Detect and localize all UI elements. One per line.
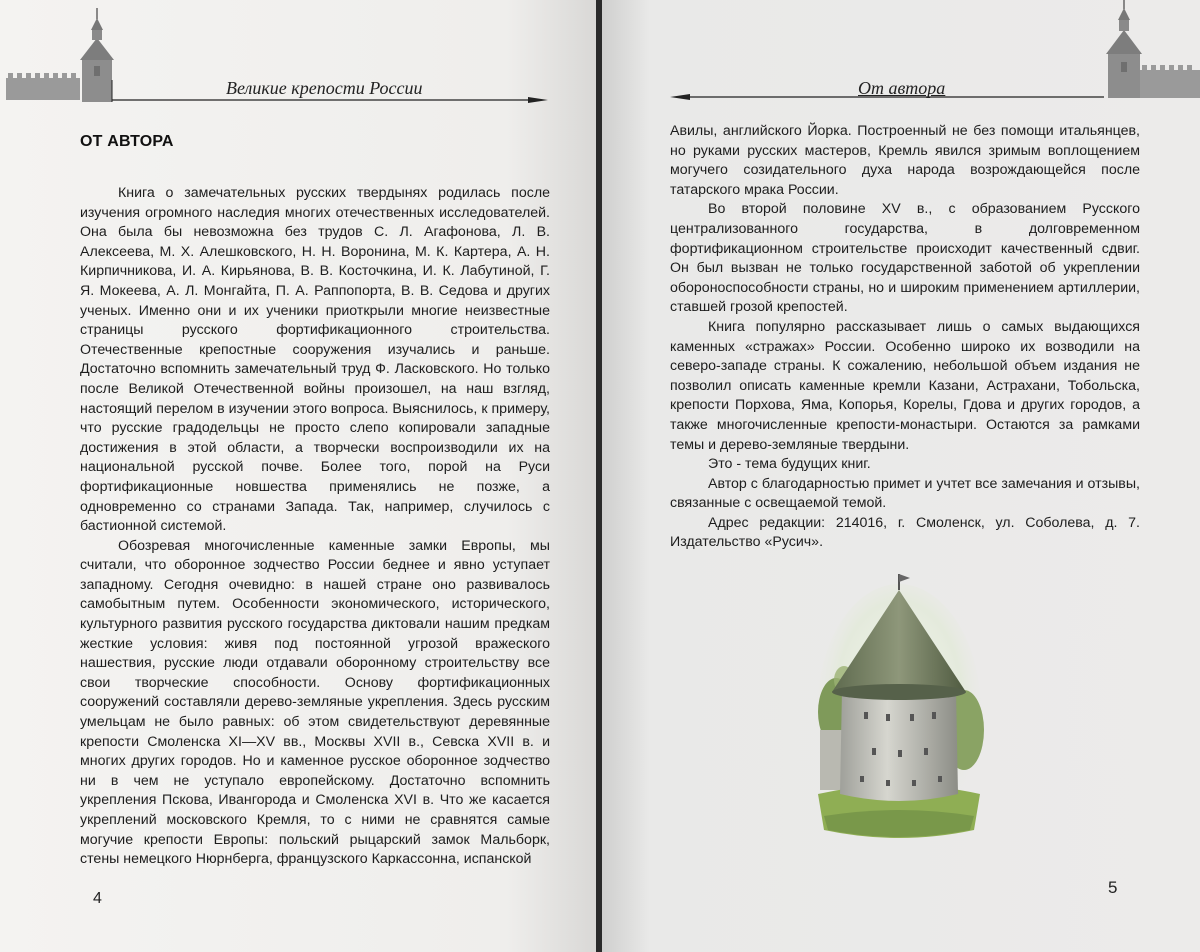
paragraph: Обозревая многочисленные каменные замки Европы, мы считали, что оборонное зодчество России беднее и явно уступает западному. Сегодня очевидно: в нашей стране оно развивалось самобытным путем. Особенности экономического, исторического, культурного развития русского государства диктовали нашим предкам жесткие условия: живя под постоянной угрозой вражеского нашествия, русские люди отдавали оборонному строительству все свои творческие способности. Основу фортификационных сооружений составляли дерево-земляные укрепления. Здесь русским умельцам не было равных: об этом свидетельствуют деревянные крепости Смоленска XI—XV вв., Москвы XVII в., Севска XVII в. и многих других городов. Но и каменное русское оборонное зодчество ни в чем не уступало европейскому. Достаточно вспомнить укрепления Пскова, Ивангорода и Смоленска XVI в. Что же касается укреплений московского Кремля, то с ними не сравнятся самые могучие крепости Европы: польский рыцарский замок Мальборк, стены немецкого Нюрнберга, французского Каркассонна, испанской bbox=[80, 537, 550, 868]
left-page bbox=[0, 0, 596, 952]
running-head: Великие крепости России bbox=[226, 78, 423, 98]
page-number: 4 bbox=[93, 890, 102, 907]
paragraph: Автор с благодарностью примет и учтет все замечания и отзывы, связанные с освещаемой темой. bbox=[670, 475, 1140, 512]
left-body-text bbox=[80, 184, 550, 870]
right-body-text bbox=[670, 122, 1140, 553]
paragraph: Адрес редакции: 214016, г. Смоленск, ул. Соболева, д. 7. Издательство «Русич». bbox=[670, 514, 1140, 551]
fortress-tower-illustration bbox=[814, 562, 984, 842]
running-head: От автора bbox=[858, 78, 946, 98]
paragraph: Во второй половине XV в., с образованием Русского централизованного государства, в долговременном фортификационном строительстве происходит качественный сдвиг. Он был вызван не только государственной заботой об укреплении обороноспособности страны, но и широким применением артиллерии, ставшей грозой крепостей. bbox=[670, 201, 1140, 316]
paragraph: Книга о замечательных русских твердынях родилась после изучения огромного наследия многих отечественных исследователей. Она была бы невозможна без трудов С. Л. Агафонова, Л. В. Алексеева, М. Х. Алешковского, Н. Н. Воронина, М. К. Картера, А. Н. Кирпичникова, И. А. Кирьянова, В. В. Косточкина, И. К. Лабутиной, Г. Я. Мокеева, А. Л. Монгайта, П. А. Раппопорта, В. В. Седова и других ученых. Именно они и их ученики приоткрыли многие неизвестные страницы русского фортификационного строительства. Отечественные крепостные сооружения изучались и раньше. Достаточно вспомнить замечательный труд Ф. Ласковского. Но только после Великой Отечественной войны произошел, на наш взгляд, настоящий перелом в изучении этого вопроса. Выяснилось, к примеру, что русские градодельцы не просто слепо копировали западные достижения в этой области, а творчески воспроизводили их на национальной русской почве. Более того, порой на Руси фортификационные новшества применялись не позже, а одновременно со странами Запада. Так, например, случилось с бастионной системой. bbox=[80, 185, 550, 535]
section-title: ОТ АВТОРА bbox=[80, 133, 174, 150]
right-page bbox=[602, 0, 1200, 952]
paragraph: Авилы, английского Йорка. Построенный не без помощи итальянцев, но руками русских мастеров, Кремль явился зримым воплощением могучего созидательного духа народа возрождающейся после татарского мрака России. bbox=[670, 123, 1140, 198]
paragraph: Это - тема будущих книг. bbox=[708, 456, 871, 473]
page-number: 5 bbox=[1108, 878, 1118, 897]
paragraph: Книга популярно рассказывает лишь о самых выдающихся каменных «стражах» России. Особенно широко их возводили на северо-западе страны. К сожалению, небольшой объем издания не позволил описать каменные кремли Казани, Астрахани, Тобольска, крепости Порхова, Яма, Копорья, Корелы, Гдова и других городов, а также многочисленные крепости-монастыри. Остаются за рамками темы и дерево-земляные твердыни. bbox=[670, 318, 1140, 453]
